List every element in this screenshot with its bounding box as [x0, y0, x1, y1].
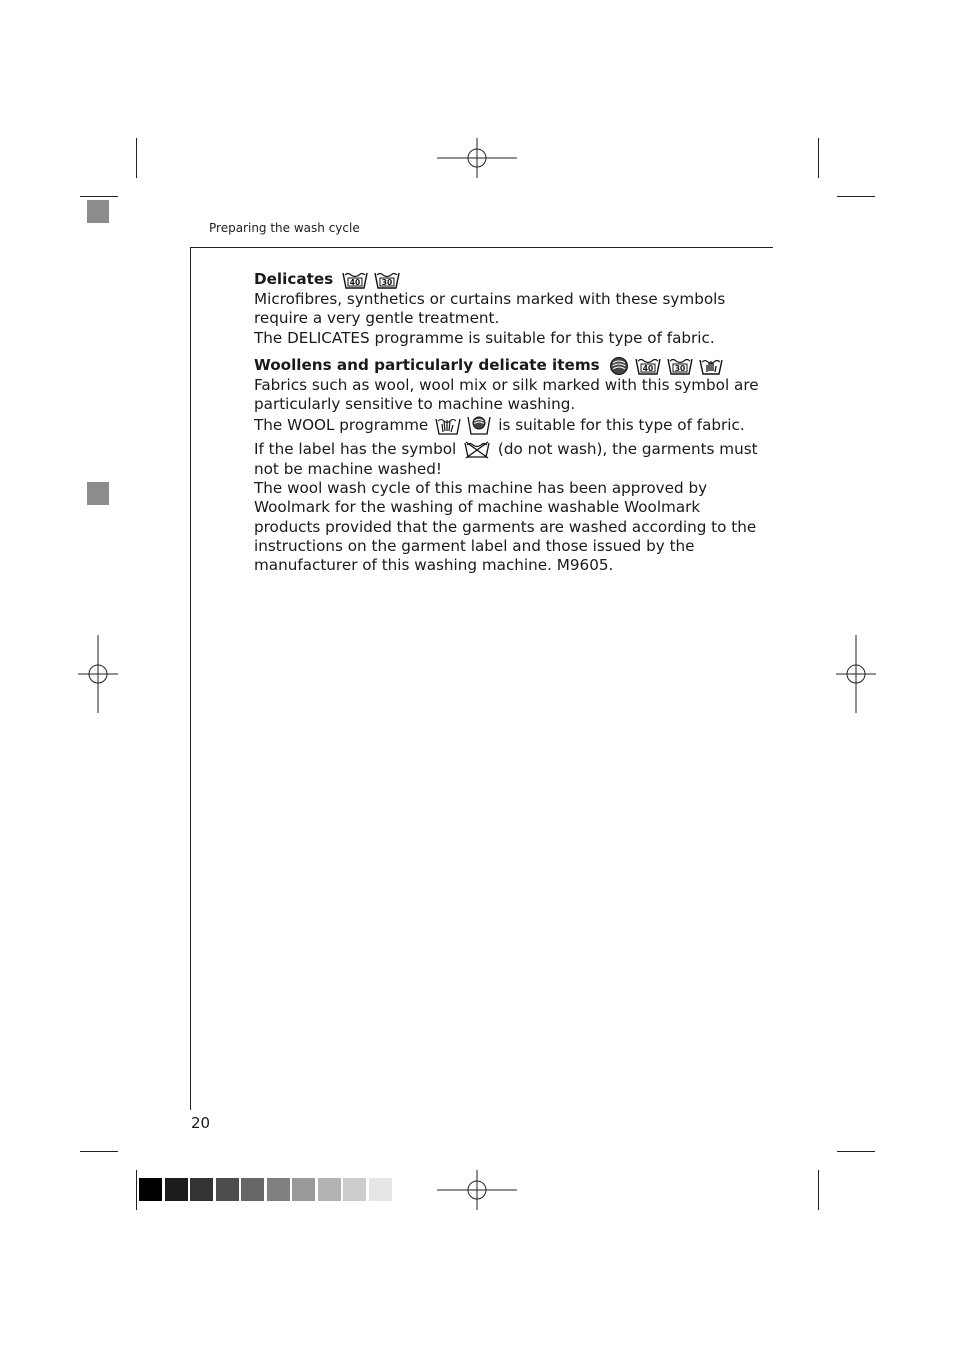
page-number: 20 — [191, 1114, 211, 1132]
color-swatch — [267, 1178, 290, 1201]
crop-mark — [136, 138, 137, 178]
hand-wash-icon — [699, 356, 723, 376]
label-prefix: If the label has the symbol — [254, 440, 457, 459]
crop-mark — [818, 1170, 819, 1210]
delicates-heading — [254, 270, 764, 290]
wash-tub-40-icon — [635, 356, 661, 376]
color-swatch — [343, 1178, 366, 1201]
section-tab-marker — [87, 200, 109, 223]
registration-mark-icon — [78, 635, 118, 713]
crop-mark — [837, 196, 875, 197]
do-not-wash-icon — [464, 441, 490, 459]
registration-mark-icon — [437, 1170, 517, 1210]
color-swatch — [190, 1178, 213, 1201]
hand-wash-symbol-icon — [435, 414, 461, 436]
color-swatch — [165, 1178, 188, 1201]
tub-temp-label: 40 — [349, 278, 361, 287]
woolmark-approval-note: The wool wash cycle of this machine has been approved by Woolmark for the washing of machine washable Woolmark products provided that the garments are washed according to the instructions on the garment label and those issued by the manufacturer of this washing machine. M9605. — [254, 479, 757, 575]
wool-programme-prefix: The WOOL programme — [254, 415, 429, 434]
wool-programme-suffix: is suitable for this type of fabric. — [498, 415, 745, 434]
crop-mark — [837, 1151, 875, 1152]
woolmark-wash-icon — [467, 414, 491, 436]
delicates-programme-note: The DELICATES programme is suitable for this type of fabric. — [254, 328, 715, 347]
registration-mark-icon — [836, 635, 876, 713]
color-swatch — [216, 1178, 239, 1201]
woolmark-icon — [609, 356, 629, 376]
wash-tub-30-icon — [374, 270, 400, 290]
registration-mark-icon — [437, 138, 517, 178]
crop-mark — [80, 196, 118, 197]
crop-mark — [136, 1170, 137, 1210]
label-suffix: (do not wash), the garments must not be machine washed! — [254, 440, 758, 478]
section-tab-marker — [87, 482, 109, 505]
wash-tub-40-icon — [342, 270, 368, 290]
tub-temp-label: 40 — [642, 363, 653, 373]
color-swatch — [241, 1178, 264, 1201]
color-swatch — [139, 1178, 162, 1201]
wool-programme-note — [254, 414, 764, 436]
tub-temp-label: 30 — [381, 278, 393, 287]
woollens-title: Woollens and particularly delicate items — [254, 356, 600, 375]
do-not-wash-note — [254, 440, 764, 479]
crop-mark — [818, 138, 819, 178]
header-rule — [190, 247, 773, 248]
wash-tub-30-icon — [667, 356, 693, 376]
woollens-description: Fabrics such as wool, wool mix or silk marked with this symbol are particularly sensitive to machine washing. — [254, 375, 759, 414]
color-swatch — [369, 1178, 392, 1201]
color-swatch — [292, 1178, 315, 1201]
color-swatch — [318, 1178, 341, 1201]
delicates-description: Microfibres, synthetics or curtains marked with these symbols require a very gentle treatment. — [254, 290, 726, 328]
tub-temp-label: 30 — [674, 363, 685, 373]
crop-mark — [80, 1151, 118, 1152]
page-content — [254, 270, 764, 576]
margin-rule — [190, 247, 191, 1110]
woollens-heading — [254, 356, 764, 376]
delicates-title: Delicates — [254, 270, 334, 289]
section-header: Preparing the wash cycle — [209, 221, 360, 235]
